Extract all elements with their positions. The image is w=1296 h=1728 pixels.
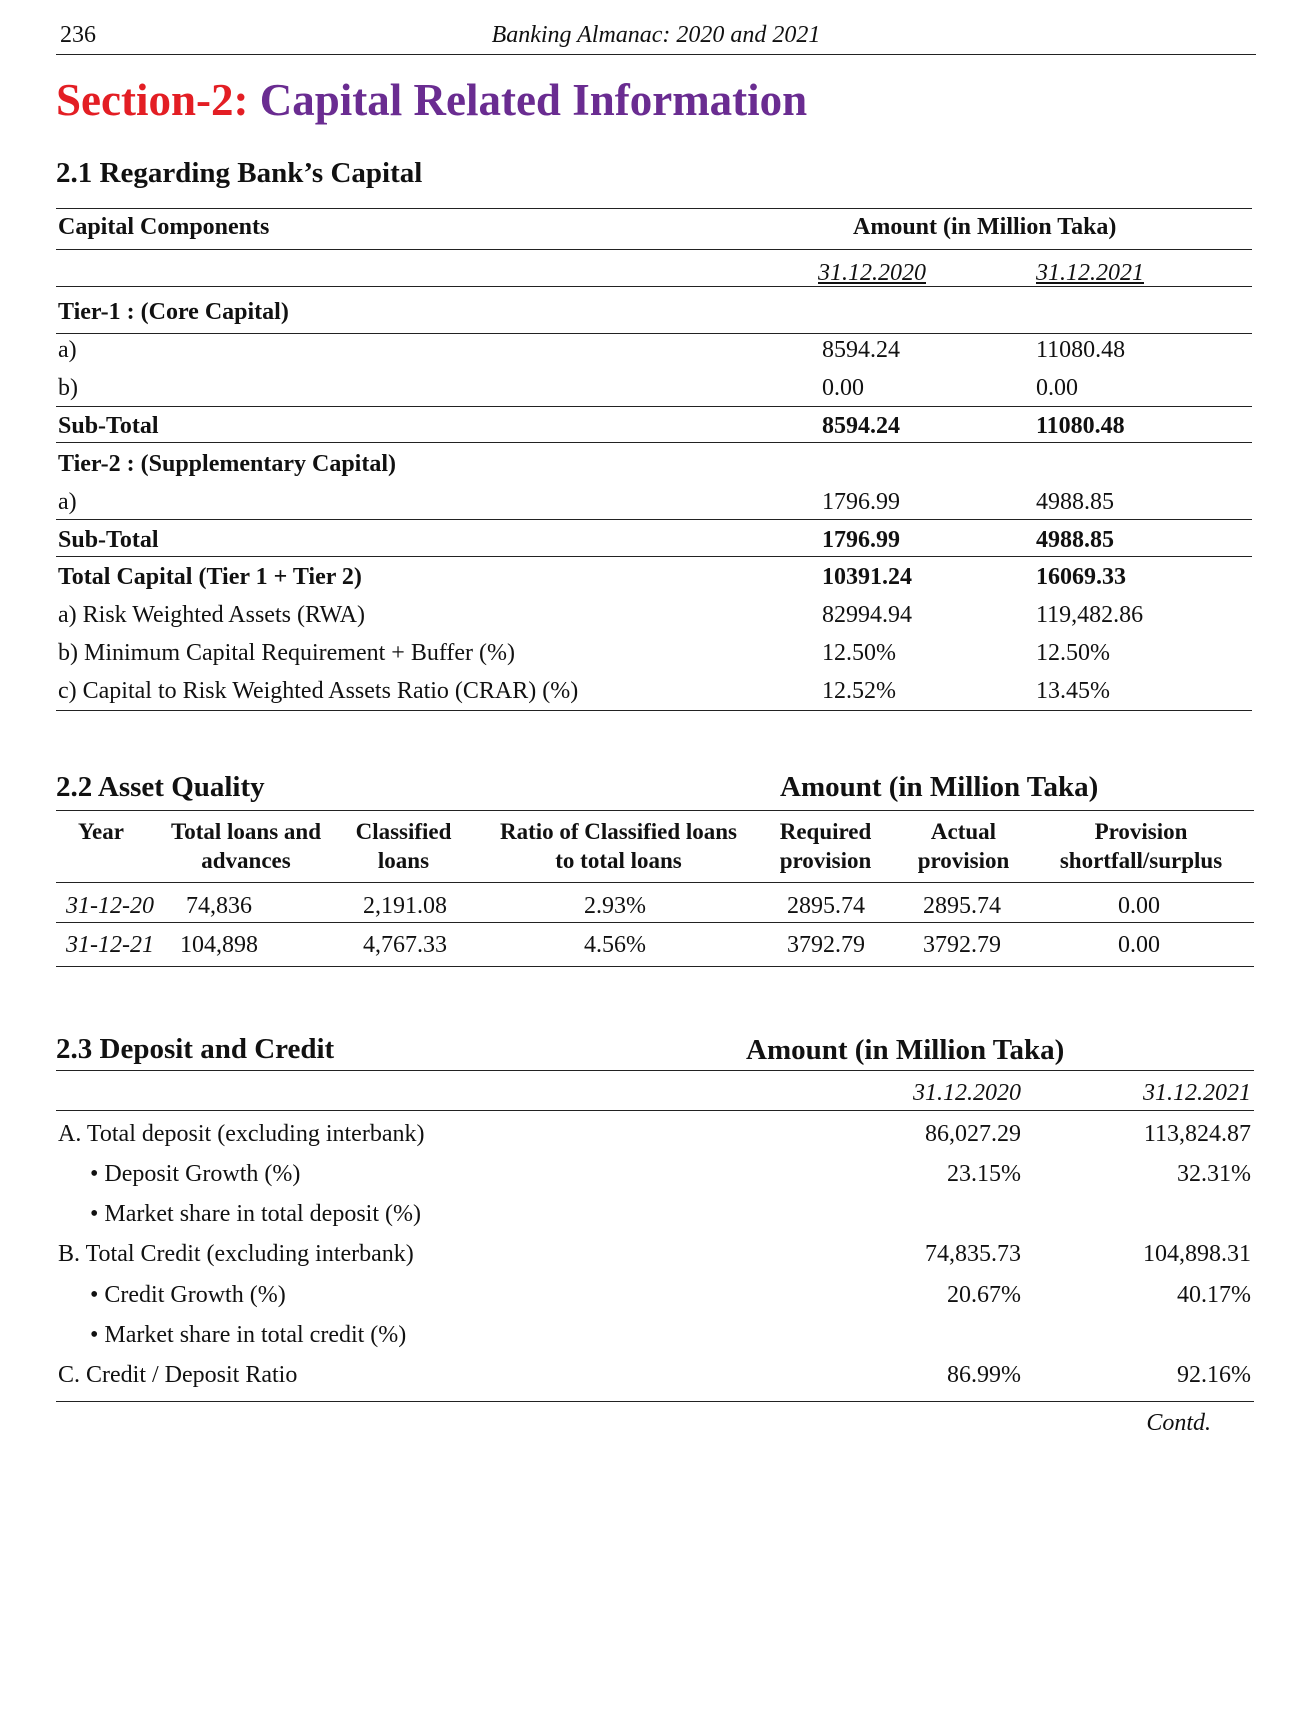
header-line: Provision bbox=[1094, 819, 1188, 844]
header-line: Required bbox=[779, 819, 872, 844]
section-prefix: Section-2: bbox=[56, 75, 249, 125]
row-label: C. Credit / Deposit Ratio bbox=[58, 1362, 298, 1388]
s22-rule bbox=[56, 922, 1254, 923]
table-row bbox=[56, 889, 1256, 923]
table-row bbox=[56, 928, 1256, 962]
s21-rule bbox=[56, 406, 1252, 407]
row-value-2020: 74,835.73 bbox=[925, 1241, 1021, 1267]
row-value-2021: 32.31% bbox=[1177, 1161, 1251, 1187]
table-row bbox=[56, 485, 1256, 519]
row-value-2020: 8594.24 bbox=[822, 337, 900, 363]
s21-tier1-row bbox=[56, 295, 1256, 329]
s22-col-loans bbox=[156, 817, 336, 875]
row-value-2021: 11080.48 bbox=[1036, 413, 1125, 439]
s23-top-rule bbox=[56, 1070, 1254, 1071]
s21-col-amount: Amount (in Million Taka) bbox=[853, 214, 1117, 240]
row-label: a) bbox=[58, 489, 77, 515]
row-required: 3792.79 bbox=[787, 932, 865, 958]
row-actual: 3792.79 bbox=[923, 932, 1001, 958]
row-required: 2895.74 bbox=[787, 893, 865, 919]
section-title bbox=[56, 74, 807, 126]
row-label: a) Risk Weighted Assets (RWA) bbox=[58, 602, 365, 628]
s21-top-rule bbox=[56, 208, 1252, 209]
section-name: Capital Related Information bbox=[259, 75, 808, 125]
table-row bbox=[56, 636, 1256, 670]
header-line: provision bbox=[917, 848, 1010, 873]
header-line: Actual bbox=[930, 819, 997, 844]
row-label: • Deposit Growth (%) bbox=[90, 1161, 301, 1187]
table-row bbox=[56, 447, 1256, 481]
table-row bbox=[56, 371, 1256, 405]
row-value-2020: 12.50% bbox=[822, 640, 896, 666]
table-row bbox=[56, 523, 1256, 557]
row-value-2021: 113,824.87 bbox=[1143, 1121, 1251, 1147]
table-row bbox=[56, 1117, 1256, 1151]
s23-date-2020: 31.12.2020 bbox=[913, 1080, 1021, 1106]
s22-col-actual bbox=[906, 817, 1021, 875]
row-label: • Market share in total deposit (%) bbox=[90, 1201, 421, 1227]
s21-rule bbox=[56, 442, 1252, 443]
row-label: b) Minimum Capital Requirement + Buffer (%) bbox=[58, 640, 515, 666]
s23-date-2021: 31.12.2021 bbox=[1143, 1080, 1251, 1106]
row-label: Tier-2 : (Supplementary Capital) bbox=[58, 451, 396, 477]
row-label: a) bbox=[58, 337, 77, 363]
row-loans: 104,898 bbox=[180, 932, 258, 958]
row-value-2020: 12.52% bbox=[822, 678, 896, 704]
row-classified: 4,767.33 bbox=[363, 932, 447, 958]
header-line: Year bbox=[78, 819, 124, 844]
s22-amount-label: Amount (in Million Taka) bbox=[780, 771, 1099, 803]
row-value-2020: 1796.99 bbox=[822, 489, 900, 515]
s21-rule bbox=[56, 249, 1252, 250]
s23-bottom-rule bbox=[56, 1401, 1254, 1402]
row-label: A. Total deposit (excluding interbank) bbox=[58, 1121, 425, 1147]
row-value-2020: 0.00 bbox=[822, 375, 864, 401]
s22-top-rule bbox=[56, 810, 1254, 811]
row-ratio: 4.56% bbox=[584, 932, 646, 958]
row-value-2020: 1796.99 bbox=[822, 527, 900, 553]
header-line: Classified bbox=[355, 819, 452, 844]
row-value-2021: 119,482.86 bbox=[1036, 602, 1144, 628]
row-shortfall: 0.00 bbox=[1118, 932, 1160, 958]
header-line: to total loans bbox=[555, 848, 682, 873]
row-value-2021: 11080.48 bbox=[1036, 337, 1126, 363]
table-row bbox=[56, 1358, 1256, 1392]
header-line: Ratio of Classified loans bbox=[499, 819, 738, 844]
row-value-2020: 10391.24 bbox=[822, 564, 912, 590]
row-value-2021: 40.17% bbox=[1177, 1282, 1251, 1308]
row-value-2020: 86.99% bbox=[947, 1362, 1021, 1388]
row-ratio: 2.93% bbox=[584, 893, 646, 919]
row-value-2021: 4988.85 bbox=[1036, 489, 1114, 515]
s21-date-2020: 31.12.2020 bbox=[818, 260, 926, 286]
table-row bbox=[56, 1237, 1256, 1271]
table-row bbox=[56, 333, 1256, 367]
row-value-2021: 12.50% bbox=[1036, 640, 1110, 666]
s21-tier1-label: Tier-1 : (Core Capital) bbox=[58, 299, 289, 325]
row-label: • Credit Growth (%) bbox=[90, 1282, 286, 1308]
row-value-2020: 82994.94 bbox=[822, 602, 912, 628]
row-label: B. Total Credit (excluding interbank) bbox=[58, 1241, 414, 1267]
s22-rule bbox=[56, 882, 1254, 883]
s23-rule bbox=[56, 1110, 1254, 1111]
row-value-2020: 23.15% bbox=[947, 1161, 1021, 1187]
s22-col-ratio bbox=[476, 817, 761, 875]
row-value-2021: 0.00 bbox=[1036, 375, 1078, 401]
s23-dates-row bbox=[56, 1076, 1256, 1110]
row-loans: 74,836 bbox=[186, 893, 252, 919]
header-line: shortfall/surplus bbox=[1059, 848, 1223, 873]
s21-date-2021: 31.12.2021 bbox=[1036, 260, 1144, 286]
table-row bbox=[56, 1278, 1256, 1312]
page-number: 236 bbox=[60, 22, 96, 48]
s22-col-required bbox=[768, 817, 883, 875]
s21-col-components: Capital Components bbox=[58, 214, 270, 240]
s22-col-classified bbox=[341, 817, 466, 875]
s21-header-row bbox=[56, 210, 1256, 244]
table-row bbox=[56, 674, 1256, 708]
row-value-2020: 20.67% bbox=[947, 1282, 1021, 1308]
row-label: b) bbox=[58, 375, 78, 401]
s21-rule bbox=[56, 556, 1252, 557]
row-value-2020: 86,027.29 bbox=[925, 1121, 1021, 1147]
row-year: 31-12-21 bbox=[66, 932, 154, 958]
table-row bbox=[56, 1197, 1256, 1231]
s21-rule bbox=[56, 286, 1252, 287]
row-label: Total Capital (Tier 1 + Tier 2) bbox=[58, 564, 362, 590]
table-row bbox=[56, 409, 1256, 443]
header-line: loans bbox=[377, 848, 430, 873]
s23-title: 2.3 Deposit and Credit bbox=[56, 1033, 335, 1065]
row-label: c) Capital to Risk Weighted Assets Ratio (CRAR) (%) bbox=[58, 678, 579, 704]
s21-dates-row bbox=[56, 256, 1256, 290]
table-row bbox=[56, 598, 1256, 632]
s22-col-year bbox=[56, 817, 146, 846]
row-classified: 2,191.08 bbox=[363, 893, 447, 919]
row-value-2021: 4988.85 bbox=[1036, 527, 1114, 553]
table-row bbox=[56, 1157, 1256, 1191]
row-label: Sub-Total bbox=[58, 527, 159, 553]
s22-col-shortfall bbox=[1041, 817, 1241, 875]
row-value-2021: 104,898.31 bbox=[1143, 1241, 1251, 1267]
row-value-2021: 16069.33 bbox=[1036, 564, 1126, 590]
row-label: • Market share in total credit (%) bbox=[90, 1322, 407, 1348]
s22-bottom-rule bbox=[56, 966, 1254, 967]
table-row bbox=[56, 560, 1256, 594]
row-shortfall: 0.00 bbox=[1118, 893, 1160, 919]
s22-title: 2.2 Asset Quality bbox=[56, 771, 265, 803]
row-value-2020: 8594.24 bbox=[822, 413, 900, 439]
s21-rule bbox=[56, 519, 1252, 520]
row-year: 31-12-20 bbox=[66, 893, 154, 919]
row-label: Sub-Total bbox=[58, 413, 159, 439]
row-value-2021: 92.16% bbox=[1177, 1362, 1251, 1388]
running-header bbox=[56, 22, 1256, 55]
table-row bbox=[56, 1318, 1256, 1352]
header-line: advances bbox=[201, 848, 291, 873]
header-line: Total loans and bbox=[171, 819, 321, 844]
continued-note: Contd. bbox=[1146, 1410, 1211, 1436]
s21-bottom-rule bbox=[56, 710, 1252, 711]
row-value-2021: 13.45% bbox=[1036, 678, 1110, 704]
running-title: Banking Almanac: 2020 and 2021 bbox=[491, 22, 821, 48]
s21-title: 2.1 Regarding Bank’s Capital bbox=[56, 157, 423, 189]
s23-amount-label: Amount (in Million Taka) bbox=[746, 1034, 1065, 1066]
row-actual: 2895.74 bbox=[923, 893, 1001, 919]
header-line: provision bbox=[779, 848, 872, 873]
